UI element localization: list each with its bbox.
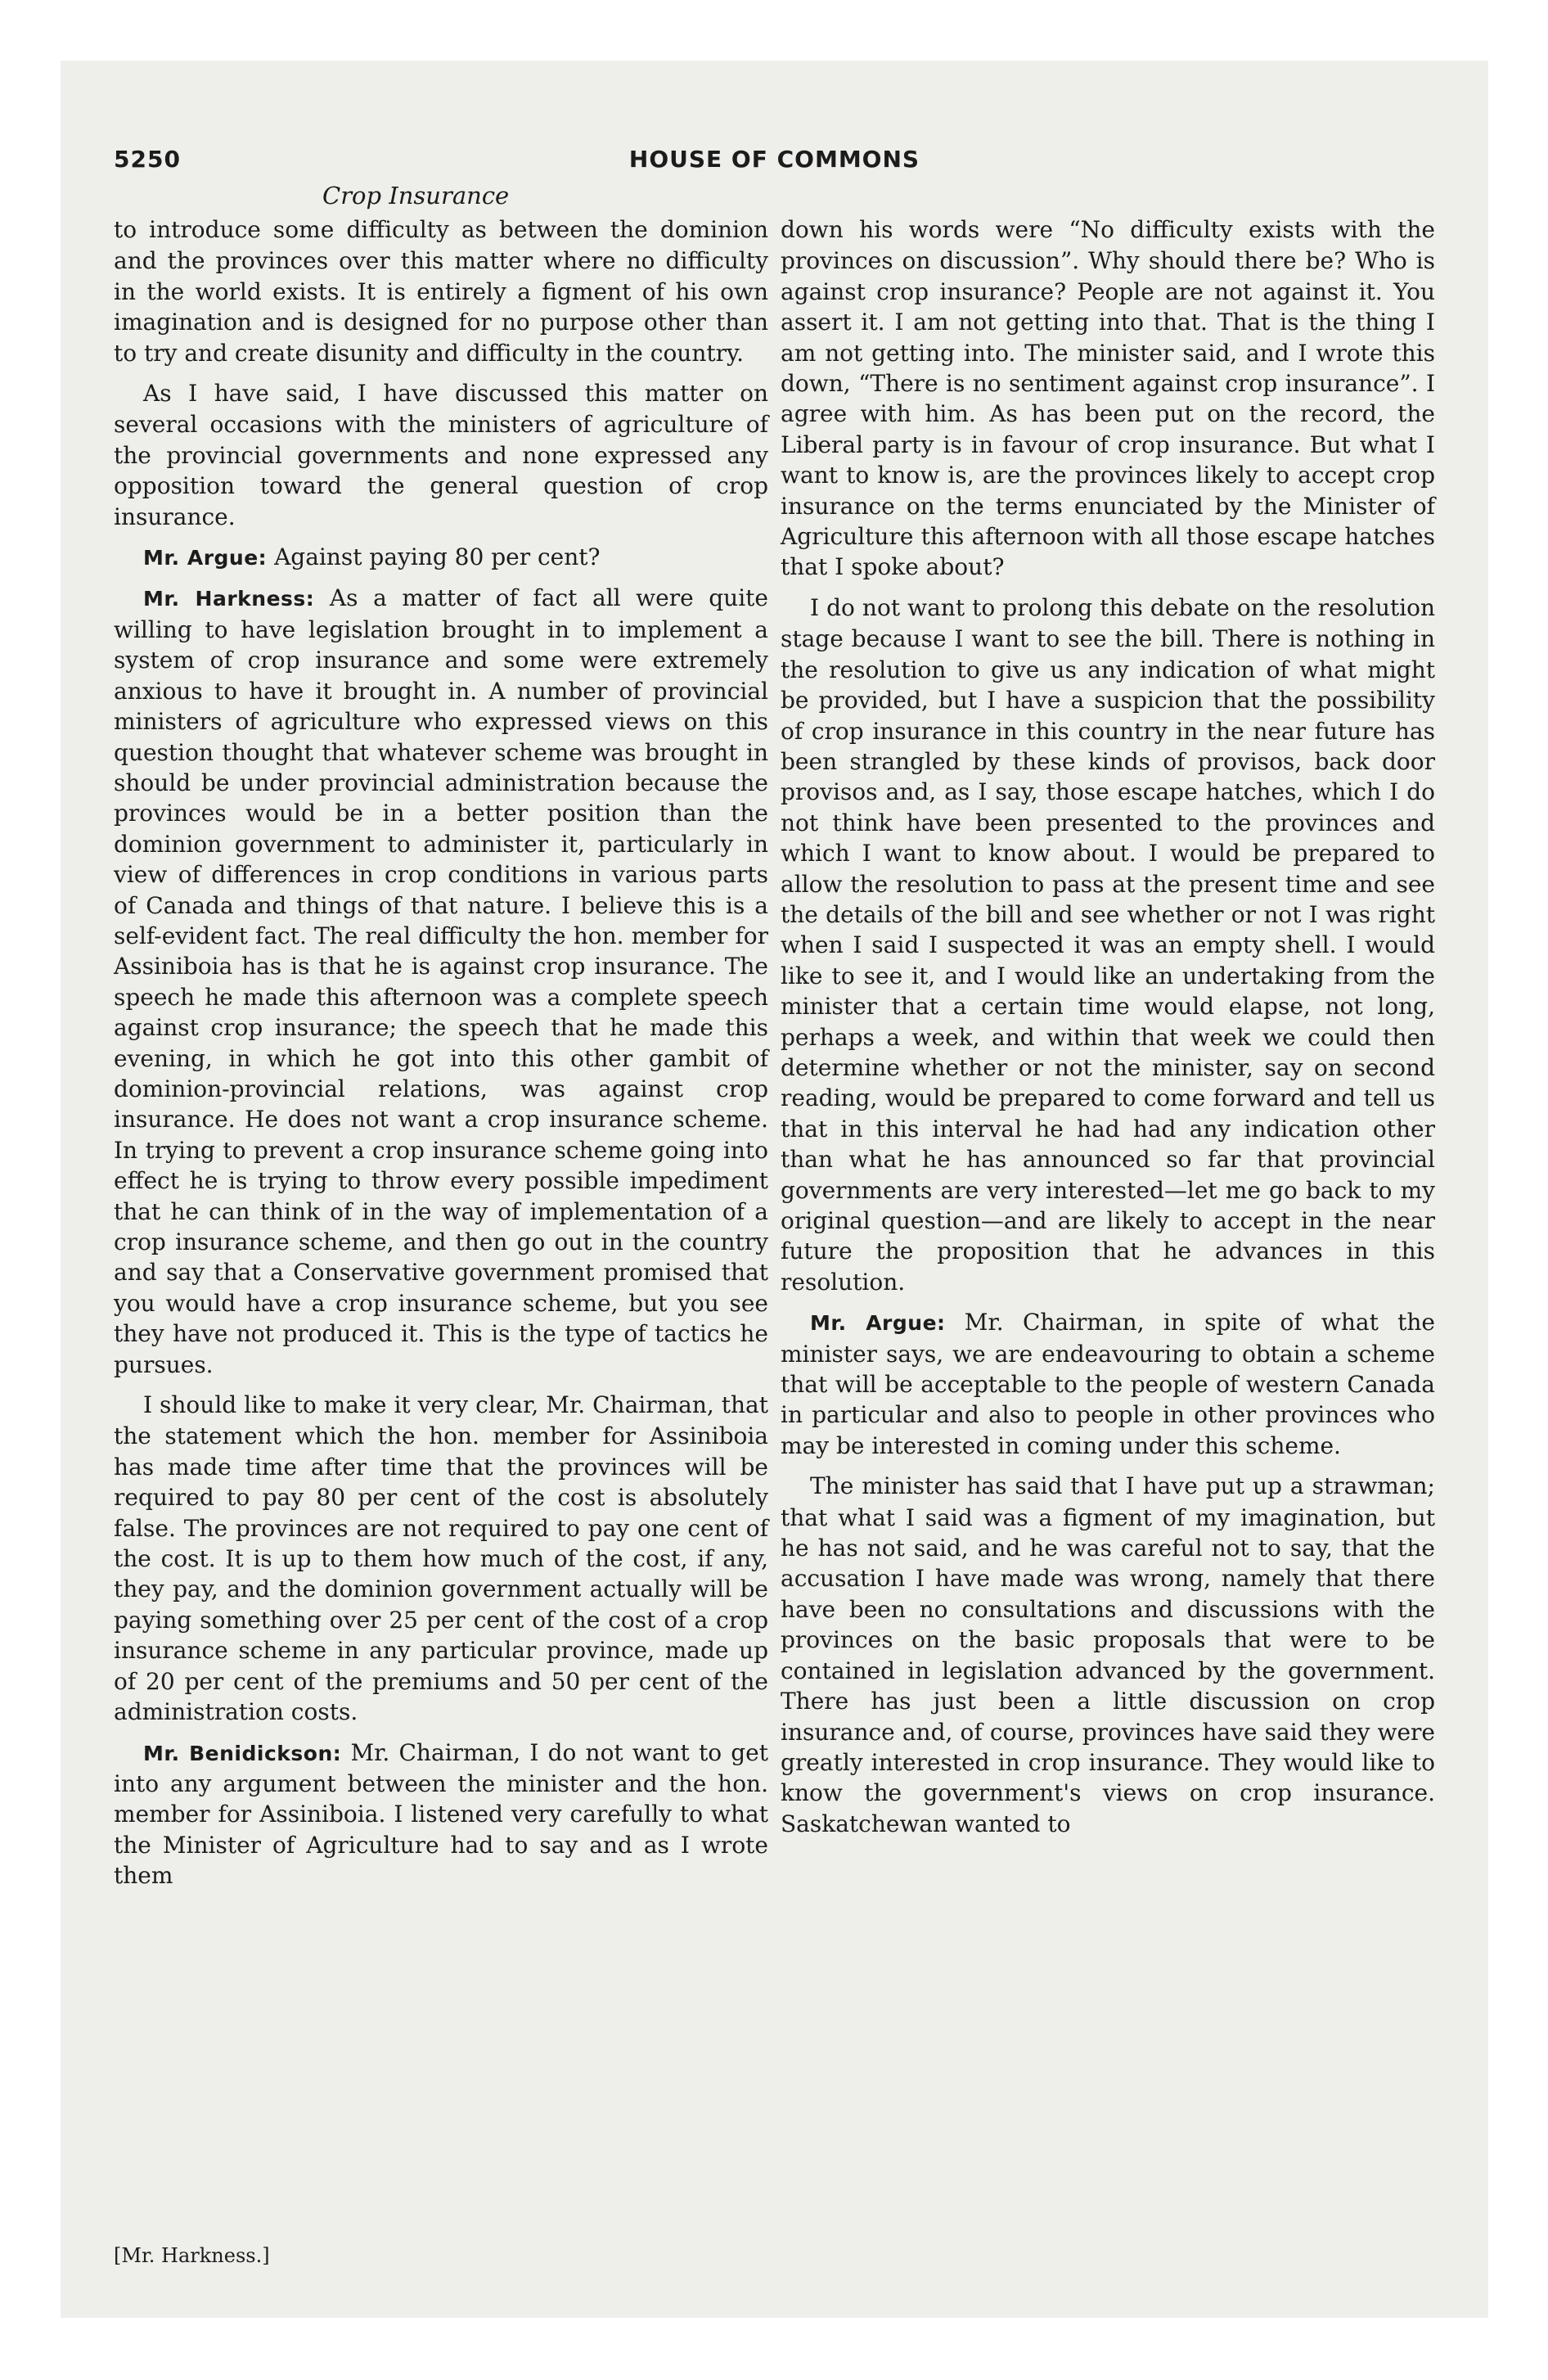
paragraph-text: The minister has said that I have put up a strawman; that what I said was a figment of my imagination, but he has not said, and he was careful not to say, that the accusation I have made was wrong, namely that there have been no consultations and discussions with the provinces on the basic proposals that were to be contained in legislation advanced by the government. There has just been a little discussion on crop insurance and, of course, provinces have said they were greatly interested in crop insurance. They would like to know the government's views on crop insurance. Saskatchewan wanted to xyxy=(781,1472,1435,1837)
speaker-name: Mr. Argue: xyxy=(810,1311,946,1336)
paragraph xyxy=(781,593,1435,1297)
paragraph xyxy=(781,1307,1435,1461)
paragraph xyxy=(114,214,768,368)
hansard-page xyxy=(61,61,1488,2318)
left-column xyxy=(114,214,768,1901)
paragraph xyxy=(781,1471,1435,1839)
paragraph xyxy=(114,583,768,1380)
paragraph-text: Mr. Chairman, I do not want to get into any argument between the minister and the hon. member for Assiniboia. I listened very carefully to what the Minister of Agriculture had to say and as I wrote them xyxy=(114,1738,769,1890)
paragraph-text: As a matter of fact all were quite willing to have legislation brought in to implement a system of crop insurance and some were extremely anxious to have it brought in. A number of provincial ministers of agriculture who expressed views on this question thought that whatever scheme was brought in should be under provincial administration because the provinces would be in a better position than the dominion government to administer it, particularly in view of differences in crop conditions in various parts of Canada and things of that nature. I believe this is a self-evident fact. The real difficulty the hon. member for Assiniboia has is that he is against crop insurance. The speech he made this afternoon was a complete speech against crop insurance; the speech that he made this evening, in which he got into this other gambit of dominion-provincial relations, was against crop insurance. He does not want a crop insurance scheme. In trying to prevent a crop insurance scheme going into effect he is trying to throw every possible impediment that he can think of in the way of implementation of a crop insurance scheme, and then go out in the country and say that a Conservative government promised that you would have a crop insurance scheme, but you see they have not produced it. This is the type of tactics he pursues. xyxy=(114,584,768,1378)
paragraph xyxy=(781,214,1435,583)
paragraph-text: As I have said, I have discussed this matter on several occasions with the ministers of agriculture of the provincial governments and none expressed any opposition toward the general question of crop insurance. xyxy=(114,380,768,530)
right-column xyxy=(781,214,1435,1849)
paragraph-text: to introduce some difficulty as between the dominion and the provinces over this matter where no difficulty in the world exists. It is entirely a figment of his own imagination and is designed for no purpose other than to try and create disunity and difficulty in the country. xyxy=(114,216,768,367)
paragraph-text: down his words were “No difficulty exists with the provinces on discussion”. Why should there be? Who is against crop insurance? People are not against it. You assert it. I am not getting into that. That is the thing I am not getting into. The minister said, and I wrote this down, “There is no sentiment against crop insurance”. I agree with him. As has been put on the record, the Liberal party is in favour of crop insurance. But what I want to know is, are the provinces likely to accept crop insurance on the terms enunciated by the Minister of Agriculture this afternoon with all those escape hatches that I spoke about? xyxy=(781,216,1435,581)
paragraph xyxy=(114,378,768,532)
paragraph-text: I should like to make it very clear, Mr. Chairman, that the statement which the hon. member for Assiniboia has made time after time that the provinces will be required to pay 80 per cent of the cost is absolutely false. The provinces are not required to pay one cent of the cost. It is up to them how much of the cost, if any, they pay, and the dominion government actually will be paying something over 25 per cent of the cost of a crop insurance scheme in any particular province, made up of 20 per cent of the premiums and 50 per cent of the administration costs. xyxy=(114,1391,768,1726)
section-title: Crop Insurance xyxy=(322,182,510,210)
paragraph-text: Against paying 80 per cent? xyxy=(274,543,601,571)
running-head: HOUSE OF COMMONS xyxy=(628,146,920,173)
paragraph-text: I do not want to prolong this debate on the resolution stage because I want to see the bill. There is nothing in the resolution to give us any indication of what might be provided, but I have a suspicion that the possibility of crop insurance in this country in the near future has been strangled by these kinds of provisos, back door provisos and, as I say, those escape hatches, which I do not think have been presented to the provinces and which I want to know about. I would be prepared to allow the resolution to pass at the present time and see the details of the bill and see whether or not I was right when I said I suspected it was an empty shell. I would like to see it, and I would like an undertaking from the minister that a certain time would elapse, not long, perhaps a week, and within that week we could then determine whether or not the minister, say on second reading, would be prepared to come forward and tell us that in this interval he had had any indication other than what he has announced so far that provincial governments are very interested—let me go back to my original question—and are likely to accept in the near future the proposition that he advances in this resolution. xyxy=(781,593,1435,1296)
paragraph xyxy=(114,542,768,573)
speaker-name: Mr. Benidickson: xyxy=(143,1741,342,1765)
speaker-name: Mr. Harkness: xyxy=(143,587,315,611)
paragraph xyxy=(114,1390,768,1727)
speaker-name: Mr. Argue: xyxy=(143,546,268,570)
paragraph xyxy=(114,1738,768,1891)
footer-speaker-tag: [Mr. Harkness.] xyxy=(114,2244,270,2267)
paragraph-text: Mr. Chairman, in spite of what the minister says, we are endeavouring to obtain a scheme that will be acceptable to the people of western Canada in particular and also to people in other provinces who may be interested in coming under this scheme. xyxy=(781,1309,1435,1459)
page-number: 5250 xyxy=(114,146,181,173)
